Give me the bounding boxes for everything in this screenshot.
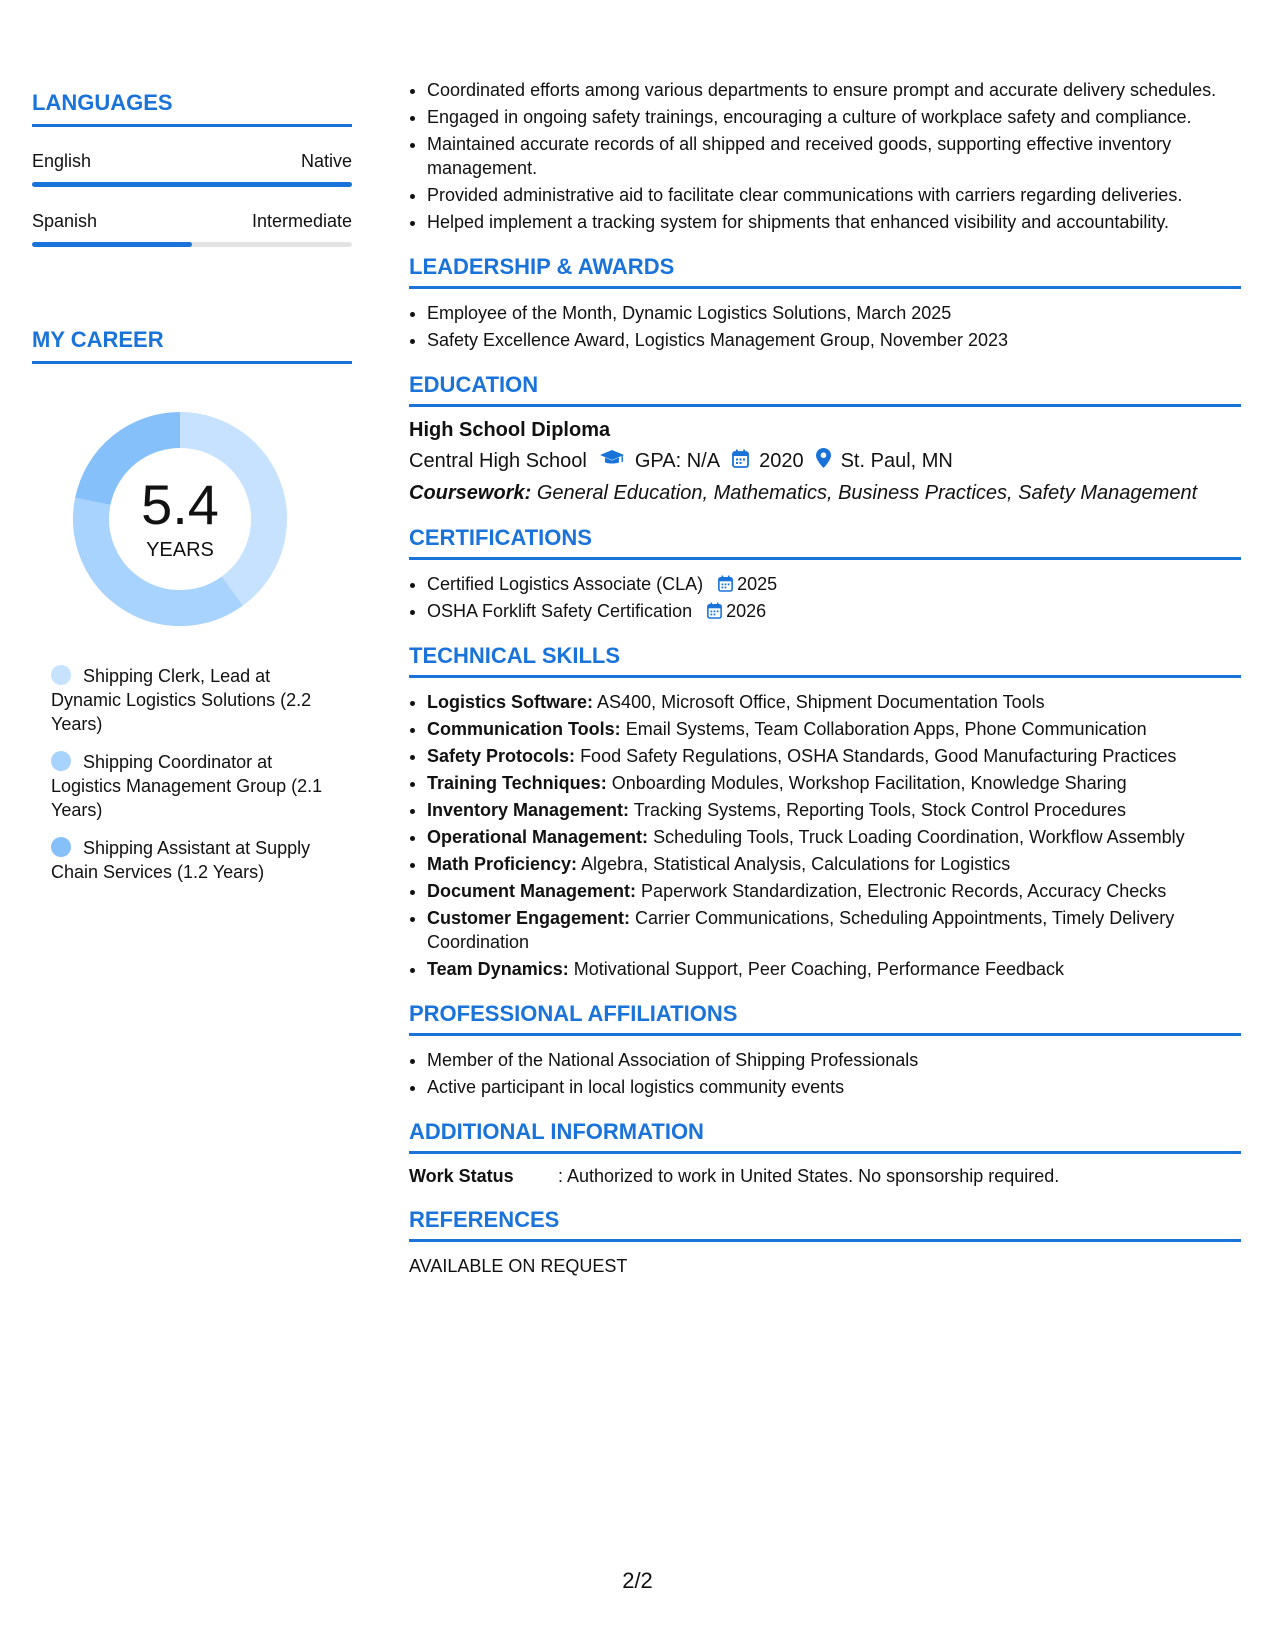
list-item: • Coordinated efforts among various departments to ensure prompt and accurate delivery schedules. — [427, 78, 1241, 102]
skill-label: Inventory Management: — [427, 800, 630, 820]
education-heading: EDUCATION — [409, 372, 1241, 407]
legend-dot — [51, 837, 71, 857]
skill-item — [427, 744, 1241, 768]
skill-value: Tracking Systems, Reporting Tools, Stock Control Procedures — [633, 800, 1126, 820]
list-item: • Maintained accurate records of all shipped and received goods, supporting effective inventory management. — [427, 132, 1241, 180]
skill-label: Communication Tools: — [427, 719, 621, 739]
education-section — [409, 372, 1241, 505]
leadership-section — [409, 254, 1241, 352]
education-gpa: GPA: N/A — [634, 449, 721, 472]
skill-item — [427, 825, 1241, 849]
certifications-heading: CERTIFICATIONS — [409, 525, 1241, 560]
career-total-value: 5.4 — [141, 472, 219, 536]
skill-value: AS400, Microsoft Office, Shipment Documentation Tools — [597, 692, 1045, 712]
right-column — [409, 78, 1241, 1277]
career-legend-item — [51, 836, 341, 884]
list-item: • Employee of the Month, Dynamic Logistics Solutions, March 2025 — [427, 301, 1241, 325]
skill-item — [427, 957, 1241, 981]
legend-label: Shipping Assistant at Supply Chain Services (1.2 Years) — [51, 838, 311, 882]
list-item: • Helped implement a tracking system for shipments that enhanced visibility and accountability. — [427, 210, 1241, 234]
list-item: • Provided administrative aid to facilitate clear communications with carriers regarding deliveries. — [427, 183, 1241, 207]
skill-label: Logistics Software: — [427, 692, 594, 712]
language-level: Native — [300, 151, 352, 171]
list-item: • Engaged in ongoing safety trainings, encouraging a culture of workplace safety and compliance. — [427, 105, 1241, 129]
career-legend-item — [51, 750, 341, 822]
work-status-value: : Authorized to work in United States. No sponsorship required. — [558, 1166, 1060, 1186]
skill-item — [427, 771, 1241, 795]
skill-value: Paperwork Standardization, Electronic Records, Accuracy Checks — [641, 881, 1167, 901]
skill-value: Scheduling Tools, Truck Loading Coordination, Workflow Assembly — [653, 827, 1185, 847]
list-item: • Member of the National Association of Shipping Professionals — [427, 1048, 1241, 1072]
left-column — [32, 90, 352, 898]
skill-item — [427, 852, 1241, 876]
work-status-label: Work Status — [409, 1166, 514, 1186]
language-bar — [32, 182, 352, 187]
education-location: St. Paul, MN — [840, 449, 953, 472]
skills-section — [409, 643, 1241, 981]
career-donut-chart — [65, 404, 295, 634]
coursework-value: General Education, Mathematics, Business Practices, Safety Management — [536, 482, 1198, 504]
additional-section — [409, 1119, 1241, 1187]
skill-value: Carrier Communications, Scheduling Appointments, Timely Delivery Coordination — [427, 908, 1175, 952]
career-total-unit: YEARS — [146, 538, 214, 561]
skill-label: Document Management: — [427, 881, 637, 901]
graduation-cap-icon — [599, 449, 625, 473]
legend-dot — [51, 751, 71, 771]
skill-value: Algebra, Statistical Analysis, Calculations for Logistics — [581, 854, 1011, 874]
list-item — [427, 572, 1241, 596]
references-heading: REFERENCES — [409, 1207, 1241, 1242]
references-section — [409, 1207, 1241, 1277]
education-coursework — [409, 482, 1241, 505]
education-school: Central High School — [409, 449, 587, 472]
list-item: • Safety Excellence Award, Logistics Management Group, November 2023 — [427, 328, 1241, 352]
career-legend — [51, 664, 341, 884]
legend-dot — [51, 665, 71, 685]
certification-year: 2026 — [726, 601, 767, 621]
skill-value: Email Systems, Team Collaboration Apps, Phone Communication — [625, 719, 1147, 739]
skill-label: Safety Protocols: — [427, 746, 576, 766]
skill-item — [427, 906, 1241, 954]
affiliations-heading: PROFESSIONAL AFFILIATIONS — [409, 1001, 1241, 1036]
skill-label: Team Dynamics: — [427, 959, 569, 979]
list-item: • Active participant in local logistics community events — [427, 1075, 1241, 1099]
skills-heading: TECHNICAL SKILLS — [409, 643, 1241, 678]
language-bar — [32, 242, 352, 247]
skill-value: Onboarding Modules, Workshop Facilitation, Knowledge Sharing — [611, 773, 1127, 793]
language-bar-fill — [32, 242, 192, 247]
career-heading: MY CAREER — [32, 327, 352, 364]
references-text: AVAILABLE ON REQUEST — [409, 1256, 628, 1276]
calendar-icon — [707, 602, 722, 619]
skill-item — [427, 879, 1241, 903]
calendar-icon — [732, 449, 749, 474]
language-bar-fill — [32, 182, 352, 187]
experience-bullets — [409, 78, 1241, 234]
skill-label: Operational Management: — [427, 827, 649, 847]
skill-value: Food Safety Regulations, OSHA Standards, Good Manufacturing Practices — [580, 746, 1177, 766]
location-pin-icon — [816, 448, 831, 474]
language-name: Spanish — [32, 211, 98, 231]
calendar-icon — [718, 575, 733, 592]
work-status-row — [409, 1166, 1241, 1187]
skill-item — [427, 690, 1241, 714]
legend-label: Shipping Coordinator at Logistics Management Group (2.1 Years) — [51, 752, 323, 820]
list-item — [427, 599, 1241, 623]
language-item — [32, 151, 352, 187]
leadership-heading: LEADERSHIP & AWARDS — [409, 254, 1241, 289]
languages-heading: LANGUAGES — [32, 90, 352, 127]
additional-heading: ADDITIONAL INFORMATION — [409, 1119, 1241, 1154]
education-details — [409, 448, 1241, 474]
career-legend-item — [51, 664, 341, 736]
language-level: Intermediate — [251, 211, 352, 231]
skill-item — [427, 798, 1241, 822]
legend-label: Shipping Clerk, Lead at Dynamic Logistics Solutions (2.2 Years) — [51, 666, 312, 734]
skill-item — [427, 717, 1241, 741]
skill-label: Math Proficiency: — [427, 854, 578, 874]
certification-name: OSHA Forklift Safety Certification — [427, 601, 693, 621]
certification-name: Certified Logistics Associate (CLA) — [427, 574, 704, 594]
language-name: English — [32, 151, 92, 171]
education-year: 2020 — [759, 449, 804, 472]
skill-label: Training Techniques: — [427, 773, 607, 793]
skill-label: Customer Engagement: — [427, 908, 631, 928]
page-number: 2/2 — [622, 1568, 653, 1593]
skill-value: Motivational Support, Peer Coaching, Performance Feedback — [573, 959, 1065, 979]
coursework-label: Coursework: — [409, 482, 532, 504]
affiliations-section — [409, 1001, 1241, 1099]
certifications-section — [409, 525, 1241, 623]
language-item — [32, 211, 352, 247]
certification-year: 2025 — [737, 574, 778, 594]
education-degree: High School Diploma — [409, 419, 611, 441]
languages-list — [32, 151, 352, 247]
